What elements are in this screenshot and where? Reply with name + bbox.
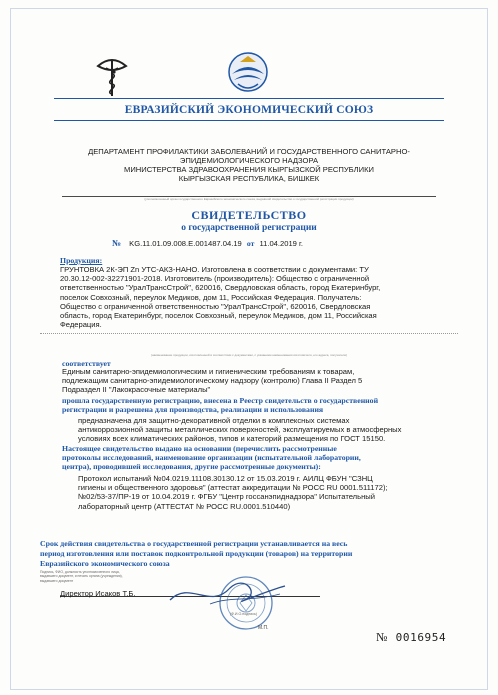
product-line: ГРУНТОВКА 2К-ЭП Zn УТС-АКЗ-НАНО. Изготовлена в соответствии с документами: ТУ <box>60 265 369 274</box>
compliance-text <box>62 367 452 395</box>
basis-line: гигиены и общественного здоровья" (аттестат аккредитации № РОСС RU 0001.511172); <box>78 483 388 493</box>
product-line: поселок Совхозный, переулок Медиков, дом 11, Российская Федерация. Получатель: <box>60 292 362 302</box>
department-line: ДЕПАРТАМЕНТ ПРОФИЛАКТИКИ ЗАБОЛЕВАНИЙ И ГОСУДАРСТВЕННОГО САНИТАРНО- <box>88 147 410 156</box>
registration-line: антикоррозионной защиты металлических поверхностей, эксплуатируемых в атмосферных <box>78 425 402 435</box>
department-line: МИНИСТЕРСТВА ЗДРАВООХРАНЕНИЯ КЫРГЫЗСКОЙ РЕСПУБЛИКИ <box>124 165 374 174</box>
compliance-line: Единым санитарно-эпидемиологическим и гигиеническим требованиям к товарам, <box>62 367 355 376</box>
product-line: ответственностью "УралТрансСтрой", 620016, Свердловская область, город Екатеринбург, <box>60 283 381 293</box>
registration-heading <box>62 396 462 414</box>
fio-note: (Ф.И.О.подпись) <box>230 612 258 616</box>
basis-line: №02/53-37/ПР-19 от 10.04.2019 г. ФГБУ "Центр госсанэпиднадзора" Испытательный <box>78 492 375 502</box>
compliance-line: Подраздел II "Лакокрасочные материалы" <box>62 385 211 395</box>
compliance-label: соответствует <box>62 359 111 368</box>
signature-note-line: Подпись, ФИО, должность уполномоченного лица, <box>40 570 120 574</box>
director-name: Директор Исаков Т.Б. <box>60 589 136 598</box>
registration-text <box>78 416 458 444</box>
registration-line: условиях всех климатических районов, типов и категорий размещения по ГОСТ 15150. <box>78 434 386 444</box>
product-label: Продукция: <box>60 256 103 265</box>
compliance-fine-print: (наименование продукции, изготовленной в соответствии с документами, с указанием наименования изготовителя, его адреса, получателя) <box>150 353 348 357</box>
validity-line: период изготовления или поставок подконтрольной продукции (товаров) на территории <box>40 549 353 558</box>
basis-line: лабораторный центр (АТТЕСТАТ № РОСС RU.0001.510440) <box>78 501 291 511</box>
signature-note-line: выдавшего документ, и печать органа (учреждения), <box>40 574 123 579</box>
registration-heading-line: регистрации и разрешена для производства, реализации и использования <box>62 405 324 414</box>
medical-emblem-icon <box>88 52 136 100</box>
number-sign: № <box>112 238 122 248</box>
signature-note-line: выдавшего документ <box>40 578 74 583</box>
registration-line: предназначена для защитно-декоративной отделки в комплексных системах <box>78 416 350 425</box>
eaeu-logo-icon <box>224 50 272 98</box>
basis-heading-line: центра), проводившей исследования, другие рассмотренные документы): <box>62 462 321 471</box>
validity-line: Евразийского экономического союза <box>40 559 170 568</box>
department-line: КЫРГЫЗСКАЯ РЕСПУБЛИКА, БИШКЕК <box>178 174 320 183</box>
signature-icon <box>150 570 300 620</box>
divider-line <box>40 333 458 334</box>
date-from-label: от <box>246 239 255 248</box>
certificate-subtitle: о государственной регистрации <box>181 223 317 233</box>
compliance-line: подлежащим санитарно-эпидемиологическому надзору (контролю) Глава II Раздел 5 <box>62 376 363 386</box>
serial-number: 0016954 <box>395 631 447 644</box>
stamp-place-label: М.П. <box>258 625 269 631</box>
basis-heading-line: протоколы исследований, наименование организации (испытательной лаборатории, <box>62 453 361 462</box>
basis-heading <box>62 444 462 471</box>
department-line: ЭПИДЕМИОЛОГИЧЕСКОГО НАДЗОРА <box>179 156 319 165</box>
serial-number-sign: № <box>376 630 389 644</box>
product-line: 20.30.12-002-32271901-2018. Изготовитель (производитель): Общество с ограниченной <box>60 274 370 284</box>
validity-line: Срок действия свидетельства о государственной регистрации устанавливается на весь <box>40 539 348 548</box>
validity-statement <box>40 539 460 569</box>
certificate-title-block <box>0 209 498 234</box>
serial-number-row <box>376 630 446 645</box>
certificate-number-row <box>112 238 303 248</box>
basis-text <box>78 474 458 511</box>
basis-line: Протокол испытаний №04.0219.11108.30130.12 от 15.03.2019 г. АИЛЦ ФБУН "СЗНЦ <box>78 474 373 483</box>
registration-heading-line: прошла государственную регистрацию, внесена в Реестр свидетельств о государственной <box>62 396 379 405</box>
basis-heading-line: Настоящее свидетельство выдано на основании (перечислить рассмотренные <box>62 444 337 453</box>
authority-fine-print: (уполномоченный орган государственного Евразийского экономического союза, выдавший свидетельство о государственной регистрации продукции) <box>144 197 354 201</box>
certificate-number: KG.11.01.09.008.E.001487.04.19 <box>129 239 242 248</box>
product-line: Федерация. <box>60 320 102 330</box>
certificate-title: СВИДЕТЕЛЬСТВО <box>191 208 307 222</box>
product-line: область, город Екатеринбург, поселок Совхозный, переулок Медиков, дом 11, Российская <box>60 311 377 321</box>
certificate-date: 11.04.2019 г. <box>259 239 303 248</box>
product-line: Общество с ограниченной ответственностью "УралТрансСтрой", 620016, Свердловская <box>60 301 371 311</box>
department-block <box>40 147 458 183</box>
product-text <box>60 265 450 329</box>
union-title: ЕВРАЗИЙСКИЙ ЭКОНОМИЧЕСКИЙ СОЮЗ <box>124 104 374 116</box>
